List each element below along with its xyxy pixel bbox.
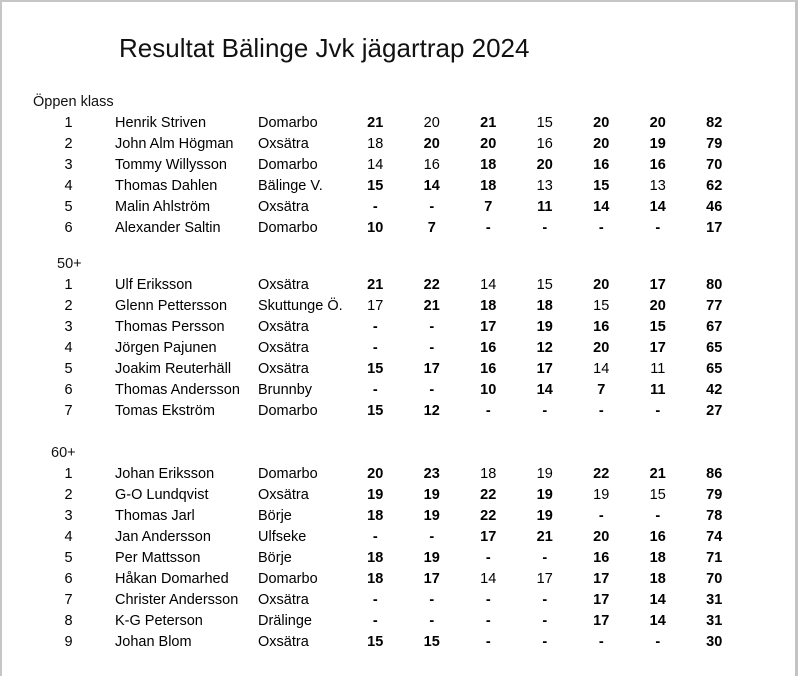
row-rank: 5 xyxy=(64,550,73,566)
score-cell: 16 xyxy=(423,157,440,173)
row-name: Johan Eriksson xyxy=(115,466,215,482)
result-row xyxy=(40,134,746,155)
row-name: Thomas Dahlen xyxy=(115,178,218,194)
score-cell: 22 xyxy=(480,487,497,503)
score-cell: 17 xyxy=(423,571,440,587)
score-cell: - xyxy=(372,319,378,335)
score-cell: - xyxy=(372,382,378,398)
score-cell: 18 xyxy=(367,571,384,587)
total-cell: 65 xyxy=(706,340,723,356)
score-cell: - xyxy=(598,220,604,236)
row-club: Bälinge V. xyxy=(258,178,323,194)
score-cell: 23 xyxy=(423,466,440,482)
results-section xyxy=(33,92,746,239)
row-club: Börje xyxy=(258,550,292,566)
result-row xyxy=(40,506,746,527)
score-cell: 22 xyxy=(480,508,497,524)
row-club: Ulfseke xyxy=(258,529,307,545)
score-cell: 14 xyxy=(423,178,440,194)
row-rank: 7 xyxy=(64,403,73,419)
score-cell: 11 xyxy=(537,199,553,215)
section-label: 50+ xyxy=(57,256,82,272)
row-name: Ulf Eriksson xyxy=(115,277,193,293)
score-cell: 14 xyxy=(367,157,384,173)
score-cell: 17 xyxy=(649,277,666,293)
score-cell: 19 xyxy=(423,550,440,566)
score-cell: 16 xyxy=(649,157,666,173)
result-row xyxy=(40,197,746,218)
score-cell: 16 xyxy=(593,319,610,335)
score-cell: 15 xyxy=(649,487,666,503)
score-cell: 21 xyxy=(480,115,497,131)
score-cell: 13 xyxy=(536,178,553,194)
score-cell: 10 xyxy=(367,220,384,236)
row-name: Alexander Saltin xyxy=(115,220,221,236)
score-cell: 19 xyxy=(649,136,666,152)
total-cell: 79 xyxy=(706,136,723,152)
row-club: Drälinge xyxy=(258,613,312,629)
score-cell: 20 xyxy=(536,157,553,173)
score-cell: - xyxy=(542,613,548,629)
row-club: Domarbo xyxy=(258,466,318,482)
score-cell: - xyxy=(542,550,548,566)
score-cell: - xyxy=(429,340,435,356)
score-cell: 19 xyxy=(423,487,440,503)
row-name: Håkan Domarhed xyxy=(115,571,229,587)
score-cell: 17 xyxy=(423,361,440,377)
row-name: Thomas Jarl xyxy=(115,508,195,524)
score-cell: 16 xyxy=(593,550,610,566)
total-cell: 78 xyxy=(706,508,723,524)
score-cell: - xyxy=(542,220,548,236)
score-cell: - xyxy=(655,634,661,650)
results-table xyxy=(33,92,746,653)
score-cell: - xyxy=(485,220,491,236)
row-rank: 4 xyxy=(64,340,73,356)
score-cell: 13 xyxy=(649,178,666,194)
score-cell: 19 xyxy=(536,508,553,524)
score-cell: 17 xyxy=(536,361,553,377)
total-cell: 27 xyxy=(706,403,723,419)
row-name: Per Mattsson xyxy=(115,550,201,566)
total-cell: 71 xyxy=(706,550,723,566)
total-cell: 31 xyxy=(706,613,723,629)
score-cell: 19 xyxy=(593,487,610,503)
row-name: Johan Blom xyxy=(115,634,192,650)
total-cell: 70 xyxy=(706,571,723,587)
score-cell: 18 xyxy=(480,178,497,194)
score-cell: 18 xyxy=(480,466,497,482)
total-cell: 79 xyxy=(706,487,723,503)
score-cell: 17 xyxy=(593,613,610,629)
row-name: Jörgen Pajunen xyxy=(115,340,217,356)
score-cell: - xyxy=(485,550,491,566)
total-cell: 65 xyxy=(706,361,723,377)
score-cell: 11 xyxy=(650,382,666,398)
score-cell: 17 xyxy=(367,298,384,314)
row-name: Thomas Persson xyxy=(115,319,225,335)
score-cell: 20 xyxy=(367,466,384,482)
score-cell: 19 xyxy=(536,487,553,503)
section-label: Öppen klass xyxy=(33,94,114,110)
score-cell: 14 xyxy=(649,592,666,608)
score-cell: 18 xyxy=(367,550,384,566)
result-row xyxy=(40,113,746,134)
row-rank: 7 xyxy=(64,592,73,608)
result-row xyxy=(40,338,746,359)
score-cell: 14 xyxy=(593,361,610,377)
score-cell: - xyxy=(372,340,378,356)
score-cell: 17 xyxy=(480,529,497,545)
result-row xyxy=(40,317,746,338)
row-rank: 2 xyxy=(64,298,73,314)
score-cell: 21 xyxy=(536,529,553,545)
row-rank: 8 xyxy=(64,613,73,629)
row-rank: 6 xyxy=(64,382,73,398)
score-cell: 20 xyxy=(423,115,440,131)
score-cell: 7 xyxy=(484,199,493,215)
score-cell: - xyxy=(598,508,604,524)
results-section xyxy=(40,254,746,422)
row-club: Oxsätra xyxy=(258,136,309,152)
row-name: G-O Lundqvist xyxy=(115,487,209,503)
row-club: Brunnby xyxy=(258,382,313,398)
score-cell: 17 xyxy=(480,319,497,335)
score-cell: - xyxy=(542,403,548,419)
score-cell: 21 xyxy=(367,277,384,293)
score-cell: 15 xyxy=(536,277,553,293)
row-club: Börje xyxy=(258,508,292,524)
score-cell: 20 xyxy=(593,529,610,545)
total-cell: 30 xyxy=(706,634,723,650)
row-name: Joakim Reuterhäll xyxy=(115,361,232,377)
score-cell: 17 xyxy=(649,340,666,356)
row-name: Malin Ahlström xyxy=(115,199,211,215)
result-row xyxy=(40,296,746,317)
score-cell: 15 xyxy=(367,634,384,650)
score-cell: 18 xyxy=(367,136,384,152)
score-cell: 7 xyxy=(427,220,436,236)
score-cell: 12 xyxy=(536,340,553,356)
row-club: Domarbo xyxy=(258,115,318,131)
row-rank: 6 xyxy=(64,571,73,587)
result-row xyxy=(40,611,746,632)
row-rank: 9 xyxy=(64,634,73,650)
result-row xyxy=(40,569,746,590)
row-club: Domarbo xyxy=(258,157,318,173)
result-row xyxy=(40,176,746,197)
score-cell: 18 xyxy=(367,508,384,524)
total-cell: 70 xyxy=(706,157,723,173)
score-cell: 15 xyxy=(593,178,610,194)
result-row xyxy=(40,485,746,506)
page-title: Resultat Bälinge Jvk jägartrap 2024 xyxy=(119,33,530,63)
score-cell: 15 xyxy=(367,178,384,194)
total-cell: 74 xyxy=(706,529,723,545)
score-cell: 16 xyxy=(649,529,666,545)
score-cell: 16 xyxy=(593,157,610,173)
row-club: Oxsätra xyxy=(258,319,309,335)
row-rank: 1 xyxy=(64,466,73,482)
row-rank: 1 xyxy=(64,115,73,131)
row-club: Domarbo xyxy=(258,220,318,236)
row-club: Oxsätra xyxy=(258,634,309,650)
total-cell: 77 xyxy=(706,298,723,314)
row-club: Skuttunge Ö. xyxy=(258,298,343,314)
row-rank: 6 xyxy=(64,220,73,236)
row-club: Domarbo xyxy=(258,571,318,587)
row-name: Henrik Striven xyxy=(115,115,207,131)
row-name: Jan Andersson xyxy=(115,529,211,545)
score-cell: 14 xyxy=(480,277,497,293)
results-section xyxy=(40,443,746,653)
total-cell: 17 xyxy=(706,220,723,236)
row-name: Tommy Willysson xyxy=(115,157,227,173)
score-cell: - xyxy=(598,634,604,650)
result-row xyxy=(40,401,746,422)
score-cell: - xyxy=(485,592,491,608)
score-cell: - xyxy=(485,634,491,650)
score-cell: 22 xyxy=(593,466,610,482)
row-name: Tomas Ekström xyxy=(115,403,215,419)
score-cell: 15 xyxy=(367,403,384,419)
result-row xyxy=(40,527,746,548)
score-cell: 10 xyxy=(480,382,497,398)
score-cell: - xyxy=(598,403,604,419)
score-cell: - xyxy=(485,403,491,419)
score-cell: 20 xyxy=(480,136,497,152)
score-cell: 15 xyxy=(536,115,553,131)
row-club: Oxsätra xyxy=(258,487,309,503)
score-cell: - xyxy=(372,592,378,608)
row-rank: 1 xyxy=(64,277,73,293)
score-cell: 14 xyxy=(536,382,553,398)
row-club: Oxsätra xyxy=(258,199,309,215)
score-cell: - xyxy=(485,613,491,629)
result-row xyxy=(40,359,746,380)
section-label: 60+ xyxy=(51,445,76,461)
score-cell: 21 xyxy=(367,115,384,131)
result-row xyxy=(40,275,746,296)
score-cell: - xyxy=(655,220,661,236)
total-cell: 31 xyxy=(706,592,723,608)
score-cell: - xyxy=(372,199,378,215)
score-cell: 11 xyxy=(650,361,666,377)
score-cell: 7 xyxy=(597,382,606,398)
row-name: Thomas Andersson xyxy=(115,382,240,398)
result-row xyxy=(40,380,746,401)
total-cell: 86 xyxy=(706,466,723,482)
total-cell: 80 xyxy=(706,277,723,293)
row-club: Oxsätra xyxy=(258,340,309,356)
total-cell: 82 xyxy=(706,115,723,131)
row-rank: 4 xyxy=(64,529,73,545)
result-row xyxy=(40,548,746,569)
score-cell: 19 xyxy=(367,487,384,503)
row-rank: 2 xyxy=(64,487,73,503)
total-cell: 42 xyxy=(706,382,723,398)
result-row xyxy=(40,464,746,485)
score-cell: 16 xyxy=(480,340,497,356)
row-rank: 3 xyxy=(64,157,73,173)
score-cell: 20 xyxy=(649,115,666,131)
score-cell: - xyxy=(372,529,378,545)
score-cell: 17 xyxy=(536,571,553,587)
score-cell: 19 xyxy=(536,466,553,482)
result-row xyxy=(40,632,746,653)
score-cell: 17 xyxy=(593,571,610,587)
score-cell: 15 xyxy=(367,361,384,377)
row-rank: 5 xyxy=(64,361,73,377)
score-cell: 15 xyxy=(593,298,610,314)
score-cell: 20 xyxy=(593,340,610,356)
score-cell: 20 xyxy=(423,136,440,152)
score-cell: 20 xyxy=(593,277,610,293)
total-cell: 67 xyxy=(706,319,723,335)
score-cell: 18 xyxy=(480,157,497,173)
score-cell: 14 xyxy=(649,199,666,215)
score-cell: 16 xyxy=(480,361,497,377)
row-name: Christer Andersson xyxy=(115,592,239,608)
row-name: John Alm Högman xyxy=(115,136,234,152)
score-cell: 21 xyxy=(649,466,666,482)
score-cell: 20 xyxy=(649,298,666,314)
score-cell: 16 xyxy=(536,136,553,152)
result-row xyxy=(40,155,746,176)
total-cell: 46 xyxy=(706,199,723,215)
score-cell: - xyxy=(429,382,435,398)
score-cell: 17 xyxy=(593,592,610,608)
result-row xyxy=(40,590,746,611)
score-cell: 14 xyxy=(593,199,610,215)
score-cell: 12 xyxy=(423,403,440,419)
score-cell: - xyxy=(429,613,435,629)
row-club: Oxsätra xyxy=(258,277,309,293)
score-cell: 18 xyxy=(480,298,497,314)
score-cell: - xyxy=(542,634,548,650)
score-cell: 18 xyxy=(649,550,666,566)
score-cell: 21 xyxy=(423,298,440,314)
row-rank: 4 xyxy=(64,178,73,194)
score-cell: 22 xyxy=(423,277,440,293)
score-cell: - xyxy=(542,592,548,608)
score-cell: 20 xyxy=(593,115,610,131)
score-cell: 15 xyxy=(649,319,666,335)
score-cell: 18 xyxy=(536,298,553,314)
row-club: Domarbo xyxy=(258,403,318,419)
score-cell: - xyxy=(429,592,435,608)
total-cell: 62 xyxy=(706,178,723,194)
score-cell: - xyxy=(429,529,435,545)
row-club: Oxsätra xyxy=(258,592,309,608)
score-cell: 14 xyxy=(649,613,666,629)
score-cell: 18 xyxy=(649,571,666,587)
score-cell: 15 xyxy=(423,634,440,650)
row-name: K-G Peterson xyxy=(115,613,203,629)
score-cell: - xyxy=(429,199,435,215)
score-cell: 19 xyxy=(423,508,440,524)
score-cell: - xyxy=(372,613,378,629)
score-cell: - xyxy=(429,319,435,335)
row-rank: 2 xyxy=(64,136,73,152)
score-cell: - xyxy=(655,403,661,419)
row-rank: 3 xyxy=(64,508,73,524)
score-cell: 20 xyxy=(593,136,610,152)
row-rank: 3 xyxy=(64,319,73,335)
score-cell: 19 xyxy=(536,319,553,335)
row-rank: 5 xyxy=(64,199,73,215)
score-cell: 14 xyxy=(480,571,497,587)
row-club: Oxsätra xyxy=(258,361,309,377)
result-row xyxy=(40,218,746,239)
score-cell: - xyxy=(655,508,661,524)
row-name: Glenn Pettersson xyxy=(115,298,228,314)
